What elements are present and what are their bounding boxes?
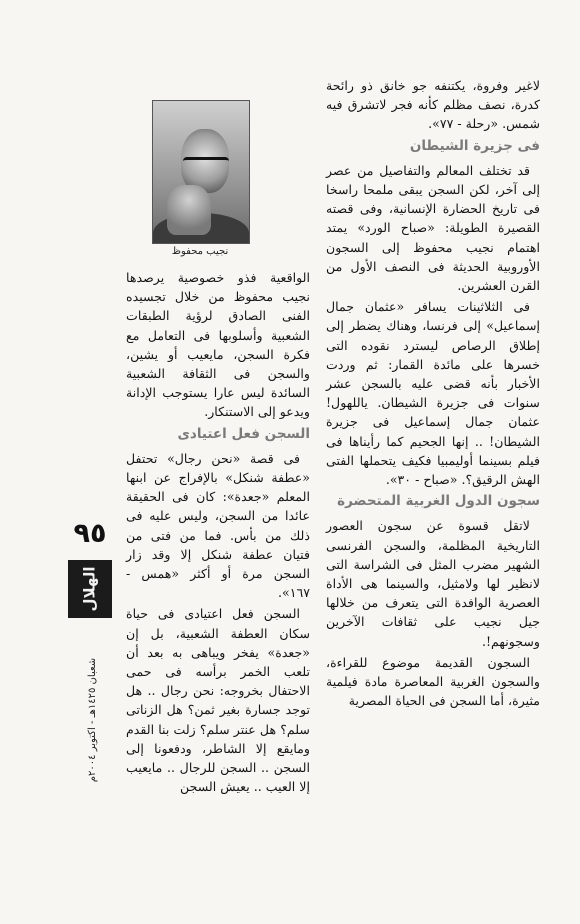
photo-hand-shape [167, 185, 211, 235]
right-column [326, 76, 540, 713]
section-heading: السجن فعل اعتيادى [177, 425, 310, 442]
magazine-logo [68, 560, 112, 618]
paragraph: لاتقل قسوة عن سجون العصور التاريخية المظلمة، والسجن الفرنسى الشهير مضرب المثل فى الشراسة التى لانظير لها ولامثيل، والسينما هى الأداة العصرية الوافدة التى يتعرف من خلالها جيل نجيب على ثقافات الآخرين وسجونهم!. [326, 518, 540, 649]
section-heading: فى جزيرة الشيطان [409, 137, 540, 154]
paragraph: لاغير وفروة، يكتنفه جو خانق ذو رائحة كدرة، نصف مظلم كأنه فجر لاتشرق فيه شمس. «رحلة - ٧٧». [326, 78, 540, 132]
section-heading: سجون الدول الغربية المتحضرة [337, 493, 540, 510]
issue-date: شعبان ١٤٢٥هـ - اكتوبر ٢٠٠٤م [87, 657, 98, 783]
left-column [126, 268, 310, 798]
paragraph: السجون القديمة موضوع للقراءة، والسجون الغربية المعاصرة مادة فيلمية مثيرة، أما السجن فى الحياة المصرية [326, 654, 540, 709]
paragraph: الواقعية فذو خصوصية يرصدها نجيب محفوظ من خلال تجسيده الفنى الصادق لرؤية الطبقات الشعبية وأسلوبها فى التعامل مع فكرة السجن، مايعيب أو يشين، والسجن فى الثقافة الشعبية السائدة ليس عارا يستوجب الإدانة ويدعو إلى الاستنكار. [126, 270, 310, 420]
author-photo [152, 100, 250, 244]
photo-caption: نجيب محفوظ [171, 246, 229, 257]
photo-glasses-shape [183, 157, 229, 170]
magazine-logo-text: الهلال [81, 566, 99, 612]
paragraph: فى قصة «نحن رجال» تحتفل «عطفة شنكل» بالإفراج عن ابنها المعلم «جعدة»: كان فى الحقيقة عائدا من السجن، وليس عليه فى ذلك من بأس. فما من فتى من فتيان عطفة شنكل إلا وقد زار السجن مرة أو أكثر «همس - ١٦٧». [126, 450, 310, 601]
paragraph: قد تختلف المعالم والتفاصيل من عصر إلى آخر، لكن السجن يبقى ملمحا راسخا فى تاريخ الحضارة الإنسانية، وفى قصته القصيرة الطويلة: «صباح الورد» يمتد اهتمام نجيب محفوظ إلى السجون الأوروبية الحديثة فى النصف الأول من القرن العشرين. [326, 162, 540, 294]
page-number: ٩٥ [73, 518, 107, 549]
paragraph: فى الثلاثينات يسافر «عثمان جمال إسماعيل» إلى فرنسا، وهناك يضطر إلى إطلاق الرصاص ليسترد نقوده التى خسرها على مائدة القمار: ثم وردت الأخبار بأنه قضى عليه بالسجن عشر سنوات فى جزيرة الشيطان. ياللهول! عثمان جمال إسماعيل فى جزيرة الشيطان! .. إنها الجحيم كما رأيناها فى فيلم بسينما أوليمبيا فكيف يتحملها الفتى الهش الرقيق؟. «صباح - ٣٠». [326, 299, 540, 488]
paragraph: السجن فعل اعتيادى فى حياة سكان العطفة الشعبية، بل إن «جعدة» يفخر ويباهى به بعد أن تلعب الخمر برأسه فى حمى الاحتفال بخروجه: نحن رجال .. هل توجد جسارة بغير ثمن؟ هل الزناتى سلم؟ هل عنتر سلم؟ زلت بنا القدم ومايقع إلا الشاطر، ودفعونا إلى السجن .. السجن للرجال .. مايعيب إلا العيب .. يعيش السجن [126, 606, 310, 795]
